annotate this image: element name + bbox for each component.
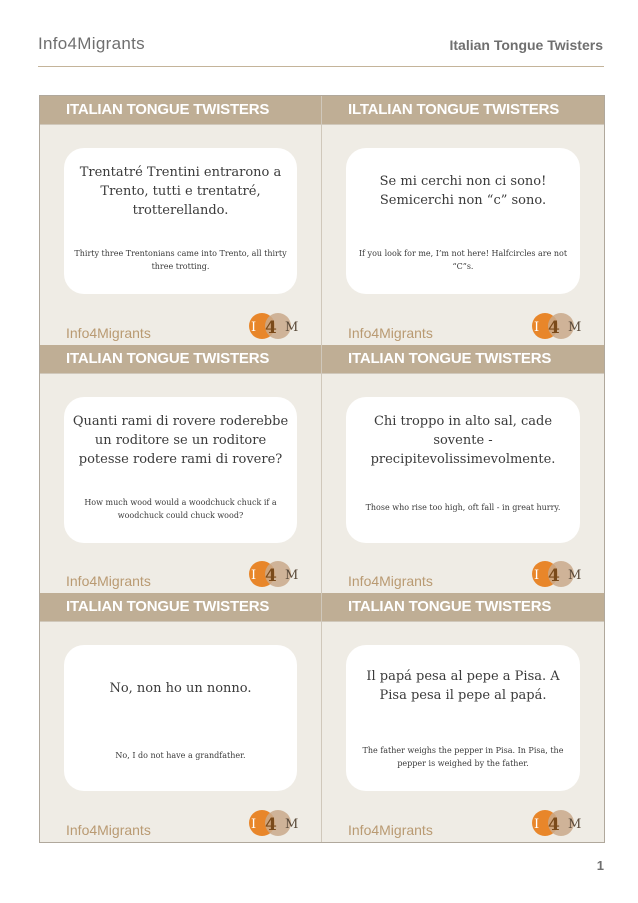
logo-left: I (534, 568, 540, 584)
logo-center: 4 (265, 317, 277, 338)
i4m-logo-icon (524, 560, 584, 588)
card-heading: ITALIAN TONGUE TWISTERS (322, 345, 604, 373)
card-divider (40, 621, 321, 622)
twister-card (322, 345, 604, 594)
logo-right: M (568, 319, 582, 335)
speech-bubble (64, 148, 297, 294)
italian-text: Se mi cerchi non ci sono! Semicerchi non “c” sono. (379, 174, 547, 208)
english-translation: No, I do not have a grandfather. (115, 751, 246, 761)
card-divider (40, 373, 321, 374)
brand-name: Info4Migrants (66, 324, 151, 341)
header-divider (38, 66, 604, 67)
logo-center: 4 (548, 815, 560, 835)
speech-bubble (64, 645, 297, 791)
logo-right: M (568, 568, 582, 584)
speech-bubble (346, 397, 580, 543)
logo-right: M (568, 817, 582, 832)
english-translation: Thirty three Trentonians came into Trento, all thirty three trotting. (74, 249, 287, 271)
italian-text: No, non ho un nonno. (109, 681, 252, 697)
brand-name: Info4Migrants (348, 573, 433, 590)
i4m-logo-icon (241, 560, 301, 588)
i4m-logo-icon (524, 312, 584, 340)
logo-right: M (285, 817, 299, 832)
english-translation: How much wood would a woodchuck chuck if a woodchuck could chuck wood? (84, 497, 277, 520)
i4m-logo-icon (241, 809, 301, 837)
english-translation: If you look for me, I’m not here! Halfcircles are not “C”s. (358, 249, 568, 271)
twister-card (322, 96, 604, 345)
logo-center: 4 (548, 317, 560, 338)
logo-right: M (285, 568, 299, 584)
card-heading: ITALIAN TONGUE TWISTERS (40, 593, 321, 621)
page-header-site: Info4Migrants (38, 34, 145, 53)
speech-bubble (346, 645, 580, 791)
brand-name: Info4Migrants (66, 573, 151, 590)
logo-center: 4 (265, 566, 277, 587)
brand-name: Info4Migrants (348, 822, 433, 838)
logo-center: 4 (265, 815, 277, 835)
i4m-logo-icon (241, 312, 301, 340)
twister-card (40, 96, 322, 345)
twister-card (40, 593, 322, 842)
card-divider (322, 124, 604, 125)
twister-card (40, 345, 322, 594)
logo-left: I (534, 319, 540, 335)
english-translation: Those who rise too high, oft fall - in great hurry. (365, 502, 561, 512)
logo-center: 4 (548, 566, 560, 587)
page-number: 1 (596, 858, 604, 873)
twister-card (322, 593, 604, 842)
italian-text: Trentatré Trentini entrarono a Trento, tutti e trentatré, trotterellando. (79, 165, 282, 218)
logo-left: I (251, 568, 257, 584)
brand-name: Info4Migrants (66, 822, 151, 838)
card-heading: ILTALIAN TONGUE TWISTERS (322, 96, 604, 124)
brand-name: Info4Migrants (348, 324, 433, 341)
page-header-title: Italian Tongue Twisters (449, 37, 603, 53)
card-divider (322, 621, 604, 622)
speech-bubble (346, 148, 580, 294)
logo-left: I (534, 817, 540, 832)
card-heading: ITALIAN TONGUE TWISTERS (322, 593, 604, 621)
i4m-logo-icon (524, 809, 584, 837)
logo-left: I (251, 319, 257, 335)
card-divider (40, 124, 321, 125)
italian-text: Quanti rami di rovere roderebbe un roditore se un roditore potesse rodere rami di rovere? (72, 413, 289, 467)
italian-text: Il papá pesa al pepe a Pisa. A Pisa pesa il pepe al papá. (366, 669, 560, 704)
english-translation: The father weighs the pepper in Pisa. In Pisa, the pepper is weighed by the father. (362, 746, 564, 769)
italian-text: Chi troppo in alto sal, cade sovente - precipitevolissimevolmente. (370, 413, 556, 467)
cards-grid (39, 95, 605, 843)
card-heading: ITALIAN TONGUE TWISTERS (40, 345, 321, 373)
logo-left: I (251, 817, 257, 832)
card-divider (322, 373, 604, 374)
speech-bubble (64, 397, 297, 543)
logo-right: M (285, 319, 299, 335)
card-heading: ITALIAN TONGUE TWISTERS (40, 96, 321, 124)
